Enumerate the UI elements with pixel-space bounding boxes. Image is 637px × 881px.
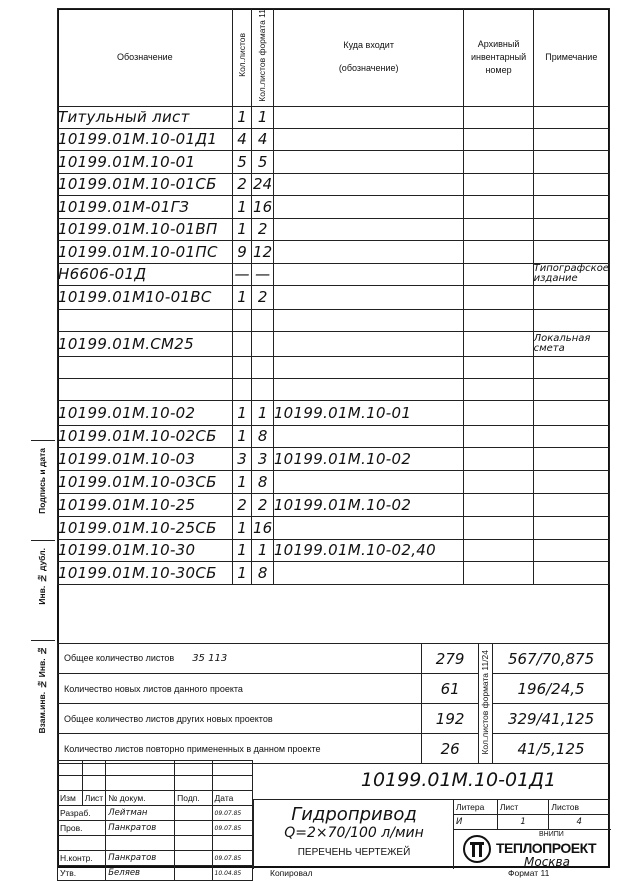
table-row [58,128,610,150]
sheets-cell: — [232,263,252,285]
summary-vertical-label: Кол.листов формата 11/24 [480,650,491,755]
archive-cell [464,106,533,128]
designation-cell [58,378,233,400]
signature-row [58,806,253,821]
designation-cell [58,356,233,378]
signature-cell [212,836,252,851]
sign-date-label: Подпись и дата [37,448,47,514]
archive-cell [464,493,533,516]
used-in-cell [273,309,464,331]
sheets-cell: 1 [232,425,252,447]
remark-cell [533,195,609,218]
remark-cell [533,516,609,539]
designation-cell: 10199.01M.10-25СБ [58,516,233,539]
summary-label: Общее количество листов других новых проектов [58,704,422,734]
sheets-f11-cell: 16 [252,516,273,539]
sheets-cell: 1 [232,470,252,493]
archive-cell [464,539,533,561]
used-in-cell [273,470,464,493]
rev-col-izm: Изм [58,791,83,806]
sheets-f11-cell: 24 [253,175,273,194]
sheets-cell [232,331,252,356]
table-row [58,539,610,561]
used-in-cell [273,218,464,240]
used-in-cell: 10199.01M.10-02 [273,493,464,516]
designation-cell: 10199.01M.10-03СБ [58,470,233,493]
copied-label: Копировал [270,868,313,878]
archive-cell [464,150,533,173]
table-row [58,240,610,263]
revision-header-row [58,791,253,806]
rev-col-sign: Подп. [175,791,212,806]
product-flow: Q=2×70/100 л/мин [284,825,424,841]
used-in-cell [273,425,464,447]
lists-label: Листов [549,800,610,815]
remark-cell [533,447,609,470]
sheets-f11-cell: 5 [252,150,273,173]
remark-cell [533,218,609,240]
sheets-cell: 1 [232,195,252,218]
archive-cell [464,516,533,539]
table-row [58,331,610,356]
used-in-cell: 10199.01M.10-02 [273,447,464,470]
document-code: 10199.01M.10-01Д1 [360,768,557,791]
designation-cell: 10199.01M-01ГЗ [58,195,233,218]
signature-cell [175,866,212,881]
summary-row [58,704,610,734]
rev-col-date: Дата [212,791,252,806]
sheets-cell: 9 [232,240,252,263]
archive-header: Архивный инвентарный номер [464,9,533,107]
table-row [58,285,610,309]
table-row [58,309,610,331]
sheets-cell: 1 [232,539,252,561]
used-in-cell [273,356,464,378]
sheets-cell: 3 [232,447,252,470]
remark-cell [533,356,609,378]
signature-row [58,866,253,881]
archive-cell [464,285,533,309]
signature-row [58,821,253,836]
summary-row [58,674,610,704]
remark-cell [533,561,609,584]
remark-cell [533,425,609,447]
sheets-cell: 4 [232,128,252,150]
sheets-cell: 1 [232,516,252,539]
rev-col-doc: № докум. [106,791,175,806]
sheets-f11-cell: 4 [252,128,273,150]
summary-label: Количество листов повторно примененных в данном проекте [58,734,422,764]
inv-orig-label: Взам.инв. № Инв. № [37,646,47,734]
signature-cell: 09.07.85 [212,821,252,836]
sheets-f11-cell: 2 [252,493,273,516]
sheets-f11-cell: 8 [252,470,273,493]
used-in-cell [273,195,464,218]
sheets-f11-cell: 2 [252,285,273,309]
sheets-cell: 2 [232,173,252,195]
summary-f11: 41/5,125 [493,734,610,764]
archive-cell [464,447,533,470]
signature-cell [175,806,212,821]
designation-cell: Н6606-01Д [58,263,233,285]
archive-cell [464,356,533,378]
sheets-f11-cell: 12 [252,240,273,263]
drawing-list-table [57,8,610,585]
signature-row [58,851,253,866]
signature-cell [175,821,212,836]
table-row [58,378,610,400]
used-in-subheader: (обозначение) [338,63,399,74]
remark-cell [533,128,609,150]
used-in-cell [273,331,464,356]
table-row [58,150,610,173]
sheets-cell: 1 [232,218,252,240]
table-row [58,425,610,447]
remark-cell: Локальная смета [533,331,609,356]
signature-cell: Н.контр. [58,851,106,866]
archive-cell [464,331,533,356]
used-in-cell [273,263,464,285]
remark-cell: Типографское издание [533,263,609,285]
table-row [58,356,610,378]
archive-cell [464,400,533,425]
archive-cell [464,378,533,400]
signature-row [58,836,253,851]
table-row [58,173,610,195]
format-label: Формат 11 [508,868,550,878]
remark-cell [533,470,609,493]
sheets-f11-cell: 1 [252,400,273,425]
remark-cell [533,539,609,561]
table-row [58,493,610,516]
designation-cell: Титульный лист [58,106,233,128]
sheets-cell: 1 [232,400,252,425]
designation-cell: 10199.01M.10-02СБ [58,425,233,447]
table-row [58,561,610,584]
sheets-f11-cell: 1 [252,106,273,128]
archive-cell [464,173,533,195]
archive-cell [464,561,533,584]
inv-dubl-label: Инв. № дубл. [37,548,47,605]
signature-cell [58,836,106,851]
sheet-count-f11-header: Кол.листов формата 11 [257,9,268,102]
summary-extra: 35 113 [192,653,228,664]
remark-cell [533,309,609,331]
org-city: Москва [524,855,570,869]
archive-cell [464,195,533,218]
table-row [58,470,610,493]
signature-cell: 09.07.85 [212,851,252,866]
sheets-cell: 1 [232,285,252,309]
archive-cell [464,309,533,331]
designation-cell: 10199.01M.10-03 [58,447,233,470]
used-in-cell [273,128,464,150]
sheets-cell: 1 [232,106,252,128]
litera-table [453,799,610,830]
sheets-f11-cell [252,378,273,400]
sheets-cell: 1 [232,561,252,584]
archive-cell [464,240,533,263]
sheets-f11-cell: 1 [252,539,273,561]
sheets-cell [232,309,252,331]
summary-row [58,734,610,764]
signature-cell: 09.07.85 [212,806,252,821]
sheets-f11-cell: 8 [252,425,273,447]
summary-label: Количество новых листов данного проекта [58,674,422,704]
remark-cell [533,285,609,309]
designation-cell: 10199.01M.10-01ПС [58,240,233,263]
signature-cell: Панкратов [106,821,175,836]
archive-cell [464,218,533,240]
product-name: Гидропривод [291,804,417,825]
summary-label: Общее количество листов [64,653,175,663]
remark-cell [533,378,609,400]
used-in-cell [273,285,464,309]
signature-cell: Утв. [58,866,106,881]
designation-cell: 10199.01M.10-30СБ [58,561,233,584]
used-in-cell: 10199.01M.10-01 [273,400,464,425]
sheets-f11-cell: 2 [252,218,273,240]
revision-table [57,760,253,881]
signature-cell [175,851,212,866]
used-in-cell: 10199.01M.10-02,40 [273,539,464,561]
org-top: ВНИПИ [539,831,564,838]
archive-cell [464,470,533,493]
doc-name: ПЕРЕЧЕНЬ ЧЕРТЕЖЕЙ [297,847,411,858]
designation-cell: 10199.01M10-01ВС [58,285,233,309]
archive-cell [464,425,533,447]
remark-cell [533,240,609,263]
table-row [58,195,610,218]
remark-cell [533,106,609,128]
used-in-cell [273,516,464,539]
table-header [58,9,610,107]
signature-cell: 10.04.85 [212,866,252,881]
used-in-cell [273,150,464,173]
designation-cell: 10199.01M.10-30 [58,539,233,561]
org-name: ТЕПЛОПРОЕКТ [496,840,597,856]
used-in-header: Куда входит [343,40,394,51]
table-row [58,218,610,240]
summary-f11: 196/24,5 [493,674,610,704]
summary-value: 279 [422,644,479,674]
used-in-cell [273,561,464,584]
designation-cell: 10199.01M.10-01ВП [58,218,233,240]
sheets-f11-cell: 8 [252,561,273,584]
sheets-cell [232,356,252,378]
summary-f11: 329/41,125 [493,704,610,734]
side-stamp [31,440,55,868]
used-in-cell [273,378,464,400]
designation-cell [58,309,233,331]
remark-cell [533,493,609,516]
designation-cell: 10199.01M.10-01СБ [58,173,233,195]
sheets-cell: 2 [232,493,252,516]
archive-cell [464,128,533,150]
table-row [58,106,610,128]
litera-value: И [454,815,498,830]
summary-value: 26 [422,734,479,764]
remark-cell [533,400,609,425]
designation-cell: 10199.01M.10-02 [58,400,233,425]
sheets-f11-cell: 3 [252,447,273,470]
remark-cell [533,173,609,195]
sheets-f11-cell: — [252,263,273,285]
sheets-cell [232,378,252,400]
sheets-f11-cell [252,356,273,378]
archive-cell [464,263,533,285]
signature-cell: Панкратов [106,851,175,866]
summary-f11: 567/70,875 [493,644,610,674]
table-row [58,263,610,285]
summary-value: 192 [422,704,479,734]
used-in-cell [273,106,464,128]
sheet-count-header: Кол.листов [236,33,247,78]
sheets-f11-cell [252,309,273,331]
litera-label: Литера [454,800,498,815]
table-row [58,400,610,425]
signature-cell: Пров. [58,821,106,836]
sheets-f11-cell: 16 [252,195,273,218]
sheets-f11-cell [252,331,273,356]
summary-value: 61 [422,674,479,704]
sheets-cell: 5 [232,150,252,173]
designation-cell: 10199.01M.СМ25 [58,331,233,356]
organization [453,829,611,869]
list-value: 1 [497,815,549,830]
summary-row [58,644,610,674]
remarks-header: Примечание [533,9,609,107]
signature-cell: Беляев [106,866,175,881]
table-row [58,447,610,470]
remark-cell [533,150,609,173]
designation-cell: 10199.01M.10-01Д1 [58,128,233,150]
designation-cell: 10199.01M.10-25 [58,493,233,516]
signature-cell [175,836,212,851]
signature-cell: Лейтман [106,806,175,821]
designation-header: Обозначение [58,9,233,107]
signature-cell [106,836,175,851]
used-in-cell [273,240,464,263]
rev-col-list: Лист [82,791,105,806]
signature-cell: Разраб. [58,806,106,821]
list-label: Лист [497,800,549,815]
used-in-cell [273,173,464,195]
summary-table [57,643,610,764]
designation-cell: 10199.01M.10-01 [58,150,233,173]
table-row [58,516,610,539]
lists-value: 4 [549,815,610,830]
teploproekt-logo-icon [462,834,492,864]
